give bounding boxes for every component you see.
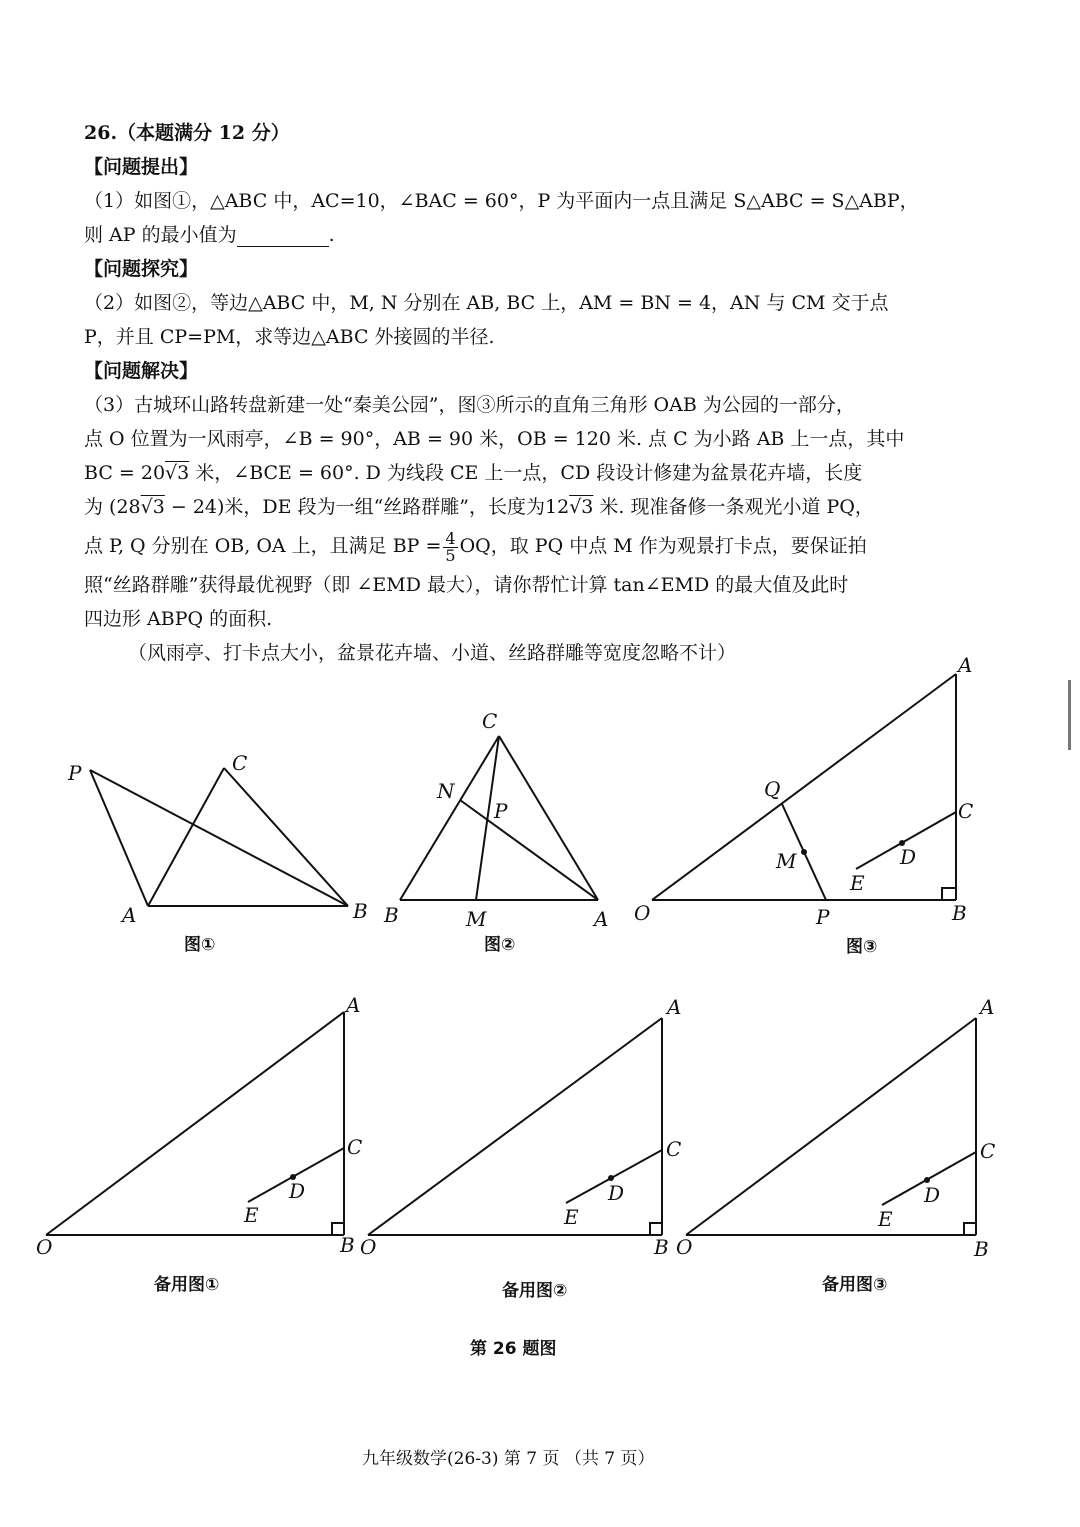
part3-line5-a: 点 P, Q 分别在 OB, OA 上，且满足 BP = — [84, 535, 442, 557]
part3-line4-b: − 24)米，DE 段为一组“丝路群雕”，长度为12 — [164, 496, 570, 518]
label-e: E — [850, 871, 865, 895]
part1-title: 【问题提出】 — [84, 156, 199, 178]
label-e: E — [564, 1205, 579, 1229]
segment-an — [460, 800, 598, 900]
label-a: A — [667, 995, 682, 1019]
label-d: D — [924, 1183, 941, 1207]
label-a: A — [122, 903, 137, 927]
part3-line2: 点 O 位置为一风雨亭，∠B = 90°，AB = 90 米，OB = 120 米. 点 C 为小路 AB 上一点，其中 — [84, 428, 905, 450]
figure-set-caption: 第 26 题图 — [470, 1339, 557, 1359]
label-a: A — [980, 995, 995, 1019]
label-e: E — [878, 1207, 893, 1231]
page-footer: 九年级数学(26-3) 第 7 页 （共 7 页） — [362, 1449, 655, 1469]
sqrt-3: √3 — [569, 496, 594, 518]
caption-fig2: 图② — [484, 935, 516, 955]
fraction-numerator: 4 — [445, 528, 456, 548]
label-c: C — [980, 1139, 996, 1163]
caption-fig1: 图① — [184, 935, 216, 955]
label-c: C — [666, 1137, 682, 1161]
note-line: （风雨亭、打卡点大小，盆景花卉墙、小道、丝路群雕等宽度忽略不计） — [128, 642, 737, 664]
label-p: P — [494, 799, 508, 823]
part3-line3-a: BC = 20 — [84, 462, 166, 484]
label-a: A — [594, 907, 609, 931]
point-m — [801, 849, 807, 855]
label-o: O — [360, 1235, 377, 1259]
segment-ac — [148, 768, 224, 906]
label-b: B — [340, 1233, 355, 1257]
part3-title: 【问题解决】 — [84, 360, 199, 382]
label-m: M — [466, 907, 487, 931]
label-a: A — [958, 653, 973, 677]
label-o: O — [36, 1235, 53, 1259]
label-p: P — [816, 905, 830, 929]
part2-line2: P，并且 CP=PM，求等边△ABC 外接圆的半径. — [84, 326, 495, 348]
label-p: P — [68, 761, 82, 785]
label-c: C — [232, 751, 248, 775]
part3-line3-b: 米，∠BCE = 60°. D 为线段 CE 上一点，CD 段设计修建为盆景花卉墙，长度 — [189, 462, 863, 484]
label-d: D — [289, 1179, 306, 1203]
label-d: D — [900, 845, 917, 869]
part3-line4-a: 为 (28 — [84, 496, 141, 518]
label-o: O — [634, 901, 651, 925]
label-e: E — [244, 1203, 259, 1227]
right-angle-mark — [964, 1223, 976, 1235]
part1-line1: （1）如图①，△ABC 中，AC=10，∠BAC = 60°，P 为平面内一点且满足 S△ABC = S△ABP， — [84, 190, 919, 212]
label-b: B — [974, 1237, 989, 1261]
part2-line1: （2）如图②，等边△ABC 中，M, N 分别在 AB, BC 上，AM = BN = 4，AN 与 CM 交于点 — [84, 292, 889, 314]
label-c: C — [347, 1135, 363, 1159]
segment-pb — [90, 770, 348, 906]
label-b: B — [353, 899, 368, 923]
segment-pa — [90, 770, 148, 906]
part3-line1: （3）古城环山路转盘新建一处“秦美公园”，图③所示的直角三角形 OAB 为公园的一部分， — [84, 394, 855, 416]
right-angle-mark — [650, 1223, 662, 1235]
label-q: Q — [764, 777, 781, 801]
segment-cb — [224, 768, 348, 906]
label-c: C — [482, 709, 498, 733]
part2-title: 【问题探究】 — [84, 258, 199, 280]
figure-1 — [90, 768, 348, 906]
label-m: M — [776, 849, 797, 873]
part1-line2-pre: 则 AP 的最小值为 — [84, 224, 237, 246]
scan-edge-mark — [1068, 680, 1071, 750]
label-b: B — [384, 903, 399, 927]
caption-spare3: 备用图③ — [822, 1275, 888, 1295]
sqrt-3: √3 — [140, 496, 165, 518]
label-c: C — [958, 799, 974, 823]
fraction-denominator: 5 — [445, 545, 456, 565]
part3-line7: 四边形 ABPQ 的面积. — [84, 608, 273, 630]
label-b: B — [952, 901, 967, 925]
label-o: O — [676, 1235, 693, 1259]
caption-fig3: 图③ — [846, 937, 878, 957]
label-d: D — [608, 1181, 625, 1205]
label-b: B — [654, 1235, 669, 1259]
label-n: N — [437, 779, 455, 803]
label-a: A — [346, 993, 361, 1017]
part3-line4-c: 米. 现准备修一条观光小道 PQ， — [593, 496, 874, 518]
caption-spare2: 备用图② — [502, 1281, 568, 1301]
right-angle-mark — [942, 888, 956, 900]
part1-line2-post: . — [328, 224, 335, 246]
question-header: 26.（本题满分 12 分） — [84, 122, 290, 144]
caption-spare1: 备用图① — [154, 1275, 220, 1295]
part3-line6: 照“丝路群雕”获得最优视野（即 ∠EMD 最大），请你帮忙计算 tan∠EMD 的最大值及此时 — [84, 574, 849, 596]
part3-line5-b: OQ，取 PQ 中点 M 作为观景打卡点，要保证拍 — [459, 535, 867, 557]
segment-ca — [499, 736, 598, 900]
sqrt-3: √3 — [165, 462, 190, 484]
